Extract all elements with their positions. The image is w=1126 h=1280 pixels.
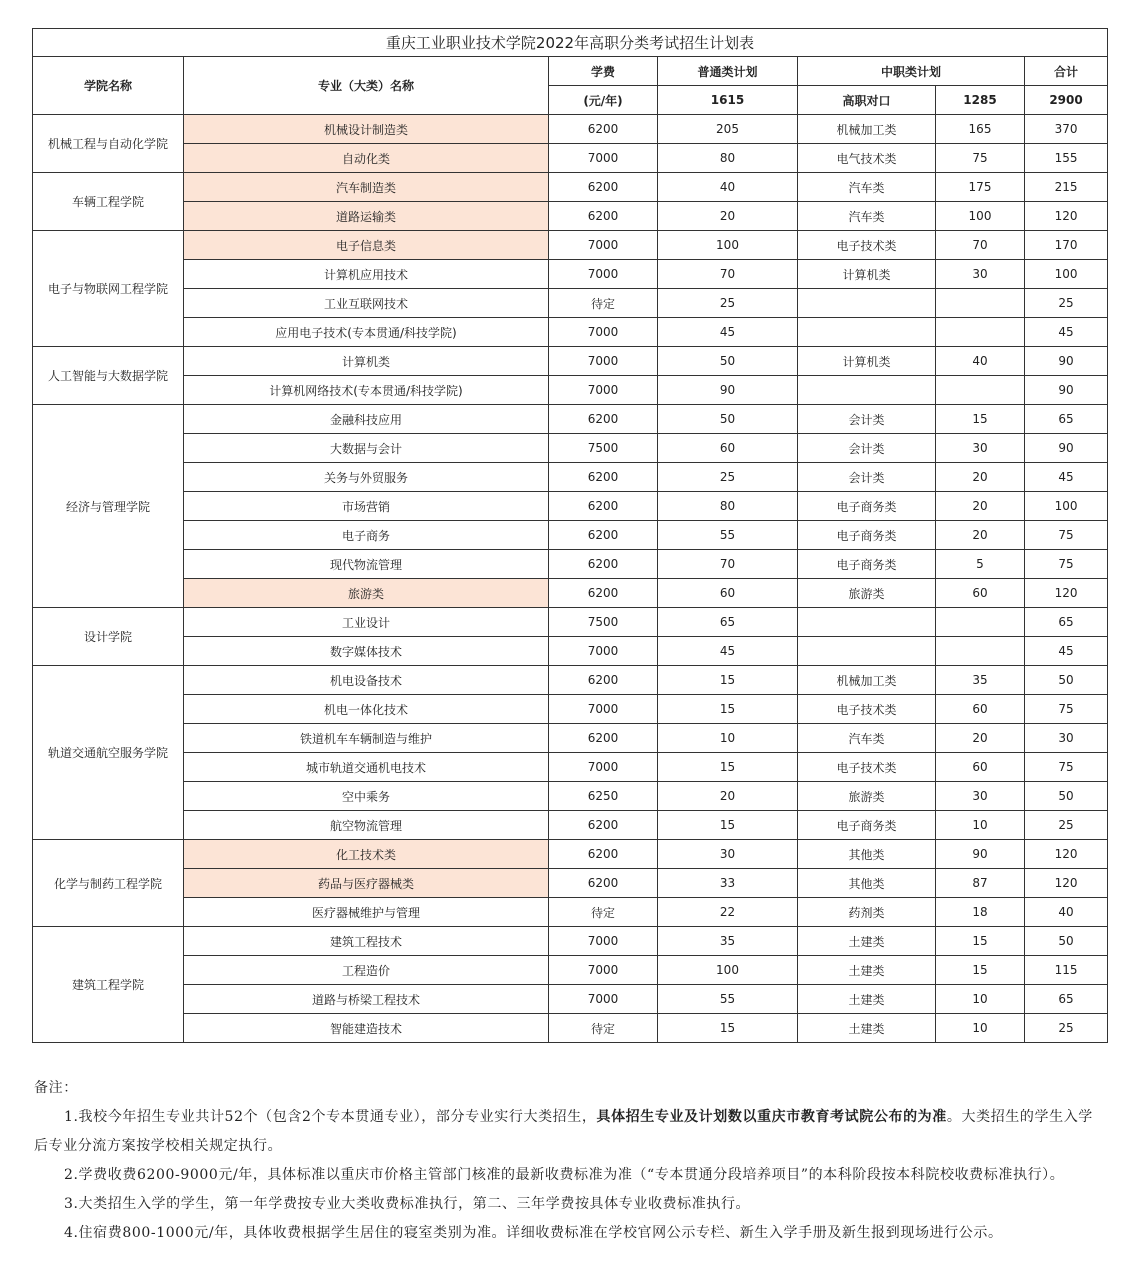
major-cell: 智能建造技术 (184, 1014, 549, 1043)
mid-match-cell: 汽车类 (798, 173, 936, 202)
note-4: 4.住宿费800-1000元/年，具体收费根据学生居住的寝室类别为准。详细收费标准在学校官网公示专栏、新生入学手册及新生报到现场进行公示。 (64, 1225, 1003, 1241)
table-row (33, 811, 1108, 840)
mid-match-cell: 土建类 (798, 985, 936, 1014)
fee-cell: 7000 (549, 927, 658, 956)
fee-cell: 7000 (549, 231, 658, 260)
general-plan-cell: 45 (658, 318, 798, 347)
total-cell: 45 (1025, 463, 1108, 492)
fee-cell: 待定 (549, 1014, 658, 1043)
table-row (33, 869, 1108, 898)
total-cell: 370 (1025, 115, 1108, 144)
major-cell: 城市轨道交通机电技术 (184, 753, 549, 782)
mid-plan-cell: 87 (936, 869, 1025, 898)
note-1 (34, 1103, 1106, 1161)
table-body (33, 115, 1108, 1043)
mid-match-cell: 电子商务类 (798, 492, 936, 521)
mid-match-cell: 旅游类 (798, 782, 936, 811)
fee-cell: 待定 (549, 898, 658, 927)
total-cell: 100 (1025, 260, 1108, 289)
header-general-total: 1615 (658, 86, 798, 115)
mid-match-cell: 电子技术类 (798, 231, 936, 260)
table-row (33, 1014, 1108, 1043)
fee-cell: 7000 (549, 347, 658, 376)
fee-cell: 6200 (549, 492, 658, 521)
mid-match-cell: 计算机类 (798, 260, 936, 289)
mid-plan-cell: 20 (936, 492, 1025, 521)
mid-plan-cell: 60 (936, 695, 1025, 724)
mid-plan-cell: 5 (936, 550, 1025, 579)
table-row (33, 637, 1108, 666)
major-cell: 电子商务 (184, 521, 549, 550)
general-plan-cell: 50 (658, 347, 798, 376)
total-cell: 30 (1025, 724, 1108, 753)
college-cell: 车辆工程学院 (33, 173, 184, 231)
mid-plan-cell: 60 (936, 753, 1025, 782)
mid-match-cell (798, 318, 936, 347)
table-row (33, 318, 1108, 347)
mid-match-cell: 电子商务类 (798, 521, 936, 550)
general-plan-cell: 205 (658, 115, 798, 144)
major-cell: 应用电子技术(专本贯通/科技学院) (184, 318, 549, 347)
major-cell: 医疗器械维护与管理 (184, 898, 549, 927)
header-major: 专业（大类）名称 (184, 57, 549, 115)
mid-match-cell: 计算机类 (798, 347, 936, 376)
mid-plan-cell: 175 (936, 173, 1025, 202)
mid-plan-cell: 30 (936, 782, 1025, 811)
mid-plan-cell: 18 (936, 898, 1025, 927)
total-cell: 50 (1025, 782, 1108, 811)
general-plan-cell: 65 (658, 608, 798, 637)
total-cell: 75 (1025, 521, 1108, 550)
total-cell: 50 (1025, 927, 1108, 956)
table-row (33, 898, 1108, 927)
table-row (33, 289, 1108, 318)
mid-plan-cell: 15 (936, 405, 1025, 434)
mid-match-cell: 电子商务类 (798, 550, 936, 579)
mid-plan-cell: 40 (936, 347, 1025, 376)
fee-cell: 6200 (549, 869, 658, 898)
total-cell: 75 (1025, 753, 1108, 782)
general-plan-cell: 70 (658, 550, 798, 579)
general-plan-cell: 25 (658, 289, 798, 318)
general-plan-cell: 40 (658, 173, 798, 202)
general-plan-cell: 90 (658, 376, 798, 405)
table-row (33, 405, 1108, 434)
total-cell: 65 (1025, 985, 1108, 1014)
table-row (33, 115, 1108, 144)
mid-plan-cell: 20 (936, 521, 1025, 550)
fee-cell: 7000 (549, 985, 658, 1014)
table-row (33, 173, 1108, 202)
major-cell: 金融科技应用 (184, 405, 549, 434)
table-row (33, 521, 1108, 550)
header-mid-plan: 中职类计划 (798, 57, 1025, 86)
general-plan-cell: 22 (658, 898, 798, 927)
total-cell: 120 (1025, 202, 1108, 231)
major-cell: 航空物流管理 (184, 811, 549, 840)
general-plan-cell: 80 (658, 144, 798, 173)
fee-cell: 7000 (549, 753, 658, 782)
major-cell: 现代物流管理 (184, 550, 549, 579)
total-cell: 75 (1025, 550, 1108, 579)
mid-match-cell: 机械加工类 (798, 115, 936, 144)
total-cell: 115 (1025, 956, 1108, 985)
total-cell: 50 (1025, 666, 1108, 695)
general-plan-cell: 60 (658, 434, 798, 463)
major-cell: 旅游类 (184, 579, 549, 608)
total-cell: 120 (1025, 869, 1108, 898)
table-row (33, 985, 1108, 1014)
mid-plan-cell (936, 376, 1025, 405)
mid-plan-cell: 10 (936, 985, 1025, 1014)
major-cell: 计算机应用技术 (184, 260, 549, 289)
general-plan-cell: 20 (658, 202, 798, 231)
mid-match-cell: 机械加工类 (798, 666, 936, 695)
general-plan-cell: 10 (658, 724, 798, 753)
mid-match-cell: 土建类 (798, 1014, 936, 1043)
total-cell: 90 (1025, 347, 1108, 376)
mid-plan-cell: 75 (936, 144, 1025, 173)
major-cell: 计算机网络技术(专本贯通/科技学院) (184, 376, 549, 405)
mid-match-cell: 会计类 (798, 434, 936, 463)
major-cell: 道路运输类 (184, 202, 549, 231)
table-row (33, 347, 1108, 376)
major-cell: 化工技术类 (184, 840, 549, 869)
mid-match-cell: 药剂类 (798, 898, 936, 927)
table-row (33, 376, 1108, 405)
note-1-bold: 具体招生专业及计划数以重庆市教育考试院公布的为准 (596, 1109, 947, 1125)
mid-match-cell: 汽车类 (798, 724, 936, 753)
table-row (33, 724, 1108, 753)
college-cell: 设计学院 (33, 608, 184, 666)
total-cell: 215 (1025, 173, 1108, 202)
mid-plan-cell: 100 (936, 202, 1025, 231)
header-grand-total: 2900 (1025, 86, 1108, 115)
fee-cell: 7000 (549, 637, 658, 666)
mid-match-cell: 其他类 (798, 869, 936, 898)
total-cell: 45 (1025, 318, 1108, 347)
general-plan-cell: 15 (658, 666, 798, 695)
major-cell: 铁道机车车辆制造与维护 (184, 724, 549, 753)
college-cell: 经济与管理学院 (33, 405, 184, 608)
major-cell: 计算机类 (184, 347, 549, 376)
mid-match-cell (798, 376, 936, 405)
mid-plan-cell (936, 318, 1025, 347)
general-plan-cell: 30 (658, 840, 798, 869)
general-plan-cell: 33 (658, 869, 798, 898)
header-college: 学院名称 (33, 57, 184, 115)
major-cell: 机电设备技术 (184, 666, 549, 695)
general-plan-cell: 100 (658, 956, 798, 985)
general-plan-cell: 25 (658, 463, 798, 492)
mid-match-cell: 电气技术类 (798, 144, 936, 173)
total-cell: 155 (1025, 144, 1108, 173)
mid-match-cell: 汽车类 (798, 202, 936, 231)
major-cell: 工业设计 (184, 608, 549, 637)
note-3: 3.大类招生入学的学生，第一年学费按专业大类收费标准执行，第二、三年学费按具体专业收费标准执行。 (64, 1196, 751, 1212)
mid-plan-cell: 165 (936, 115, 1025, 144)
fee-cell: 6200 (549, 202, 658, 231)
mid-match-cell: 土建类 (798, 956, 936, 985)
total-cell: 120 (1025, 840, 1108, 869)
note-2: 2.学费收费6200-9000元/年，具体标准以重庆市价格主管部门核准的最新收费标准为准（“专本贯通分段培养项目”的本科阶段按本科院校收费标准执行）。 (64, 1167, 1065, 1183)
mid-match-cell: 会计类 (798, 405, 936, 434)
table-row (33, 144, 1108, 173)
mid-plan-cell: 10 (936, 811, 1025, 840)
mid-plan-cell: 10 (936, 1014, 1025, 1043)
mid-match-cell: 其他类 (798, 840, 936, 869)
table-row (33, 231, 1108, 260)
notes-heading: 备注： (34, 1080, 78, 1096)
table-row (33, 608, 1108, 637)
mid-match-cell: 电子商务类 (798, 811, 936, 840)
fee-cell: 6250 (549, 782, 658, 811)
fee-cell: 7500 (549, 434, 658, 463)
fee-cell: 7500 (549, 608, 658, 637)
general-plan-cell: 15 (658, 811, 798, 840)
header-mid-match: 高职对口 (798, 86, 936, 115)
general-plan-cell: 20 (658, 782, 798, 811)
fee-cell: 6200 (549, 724, 658, 753)
header-general-plan: 普通类计划 (658, 57, 798, 86)
major-cell: 道路与桥梁工程技术 (184, 985, 549, 1014)
fee-cell: 6200 (549, 550, 658, 579)
table-title: 重庆工业职业技术学院2022年高职分类考试招生计划表 (33, 29, 1108, 57)
note-1-text: 1.我校今年招生专业共计52个（包含2个专本贯通专业），部分专业实行大类招生， (64, 1109, 597, 1125)
table-row (33, 463, 1108, 492)
major-cell: 机械设计制造类 (184, 115, 549, 144)
general-plan-cell: 55 (658, 985, 798, 1014)
header-fee: 学费 (549, 57, 658, 86)
major-cell: 电子信息类 (184, 231, 549, 260)
table-row (33, 927, 1108, 956)
mid-plan-cell (936, 637, 1025, 666)
major-cell: 汽车制造类 (184, 173, 549, 202)
major-cell: 工程造价 (184, 956, 549, 985)
mid-plan-cell: 15 (936, 927, 1025, 956)
mid-plan-cell: 90 (936, 840, 1025, 869)
header-total: 合计 (1025, 57, 1108, 86)
total-cell: 25 (1025, 811, 1108, 840)
fee-cell: 6200 (549, 840, 658, 869)
mid-plan-cell: 15 (936, 956, 1025, 985)
major-cell: 工业互联网技术 (184, 289, 549, 318)
fee-cell: 6200 (549, 115, 658, 144)
major-cell: 药品与医疗器械类 (184, 869, 549, 898)
total-cell: 25 (1025, 1014, 1108, 1043)
college-cell: 建筑工程学院 (33, 927, 184, 1043)
mid-match-cell (798, 608, 936, 637)
table-row (33, 579, 1108, 608)
total-cell: 90 (1025, 434, 1108, 463)
college-cell: 人工智能与大数据学院 (33, 347, 184, 405)
mid-plan-cell: 60 (936, 579, 1025, 608)
general-plan-cell: 60 (658, 579, 798, 608)
college-cell: 轨道交通航空服务学院 (33, 666, 184, 840)
general-plan-cell: 15 (658, 1014, 798, 1043)
major-cell: 市场营销 (184, 492, 549, 521)
table-row (33, 260, 1108, 289)
general-plan-cell: 80 (658, 492, 798, 521)
mid-match-cell (798, 637, 936, 666)
mid-match-cell: 电子技术类 (798, 695, 936, 724)
mid-plan-cell (936, 289, 1025, 318)
mid-plan-cell: 30 (936, 260, 1025, 289)
general-plan-cell: 100 (658, 231, 798, 260)
fee-cell: 7000 (549, 956, 658, 985)
college-cell: 机械工程与自动化学院 (33, 115, 184, 173)
fee-cell: 7000 (549, 260, 658, 289)
fee-cell: 7000 (549, 144, 658, 173)
table-row (33, 753, 1108, 782)
major-cell: 自动化类 (184, 144, 549, 173)
fee-cell: 待定 (549, 289, 658, 318)
college-cell: 电子与物联网工程学院 (33, 231, 184, 347)
total-cell: 90 (1025, 376, 1108, 405)
mid-plan-cell: 30 (936, 434, 1025, 463)
general-plan-cell: 55 (658, 521, 798, 550)
college-cell: 化学与制药工程学院 (33, 840, 184, 927)
total-cell: 25 (1025, 289, 1108, 318)
fee-cell: 6200 (549, 579, 658, 608)
major-cell: 空中乘务 (184, 782, 549, 811)
total-cell: 75 (1025, 695, 1108, 724)
mid-plan-cell (936, 608, 1025, 637)
total-cell: 100 (1025, 492, 1108, 521)
fee-cell: 7000 (549, 695, 658, 724)
table-row (33, 782, 1108, 811)
total-cell: 170 (1025, 231, 1108, 260)
table-row (33, 550, 1108, 579)
table-row (33, 840, 1108, 869)
fee-cell: 6200 (549, 666, 658, 695)
major-cell: 关务与外贸服务 (184, 463, 549, 492)
fee-cell: 7000 (549, 376, 658, 405)
major-cell: 建筑工程技术 (184, 927, 549, 956)
general-plan-cell: 70 (658, 260, 798, 289)
table-row (33, 695, 1108, 724)
general-plan-cell: 15 (658, 695, 798, 724)
mid-match-cell: 会计类 (798, 463, 936, 492)
general-plan-cell: 35 (658, 927, 798, 956)
fee-cell: 6200 (549, 521, 658, 550)
table-row (33, 202, 1108, 231)
enrollment-plan-table (32, 28, 1108, 1043)
total-cell: 40 (1025, 898, 1108, 927)
fee-cell: 6200 (549, 811, 658, 840)
major-cell: 机电一体化技术 (184, 695, 549, 724)
notes (34, 1074, 1106, 1248)
header-mid-total: 1285 (936, 86, 1025, 115)
total-cell: 120 (1025, 579, 1108, 608)
fee-cell: 6200 (549, 173, 658, 202)
major-cell: 数字媒体技术 (184, 637, 549, 666)
major-cell: 大数据与会计 (184, 434, 549, 463)
fee-cell: 7000 (549, 318, 658, 347)
mid-match-cell: 土建类 (798, 927, 936, 956)
mid-match-cell (798, 289, 936, 318)
general-plan-cell: 50 (658, 405, 798, 434)
header-fee-unit: (元/年) (549, 86, 658, 115)
mid-plan-cell: 20 (936, 463, 1025, 492)
total-cell: 65 (1025, 405, 1108, 434)
total-cell: 65 (1025, 608, 1108, 637)
general-plan-cell: 45 (658, 637, 798, 666)
mid-match-cell: 电子技术类 (798, 753, 936, 782)
mid-match-cell: 旅游类 (798, 579, 936, 608)
table-row (33, 666, 1108, 695)
note-1-rest: 。大类招生的学生入学后专业分流方案按学校相关规定执行。 (34, 1109, 1093, 1154)
mid-plan-cell: 20 (936, 724, 1025, 753)
mid-plan-cell: 70 (936, 231, 1025, 260)
mid-plan-cell: 35 (936, 666, 1025, 695)
total-cell: 45 (1025, 637, 1108, 666)
table-row (33, 956, 1108, 985)
fee-cell: 6200 (549, 405, 658, 434)
table-row (33, 492, 1108, 521)
table-row (33, 434, 1108, 463)
fee-cell: 6200 (549, 463, 658, 492)
general-plan-cell: 15 (658, 753, 798, 782)
